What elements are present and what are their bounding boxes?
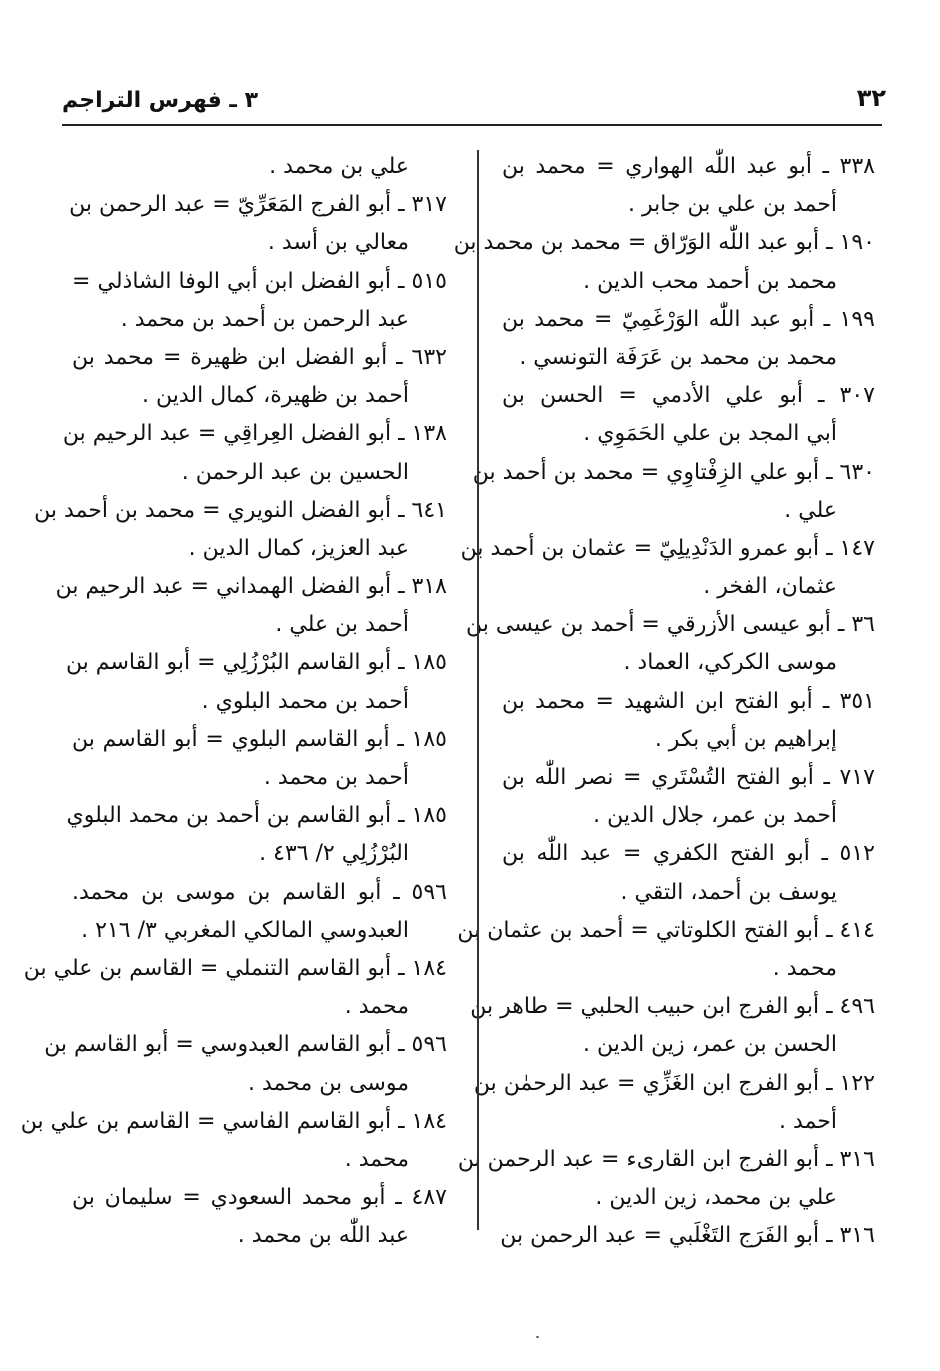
index-entry-line: ٣٣٨ ـ أبو عبد اللّٰه الهواري = محمد بن: [502, 154, 875, 179]
index-entry-continuation: محمد بن محمد بن عَرَفَة التونسي .: [519, 344, 837, 370]
index-entry-line: ١٤٧ ـ أبو عمرو الدَنْدِيلِيّ = عثمان بن أحمد بن: [460, 535, 875, 561]
index-entry-continuation: علي بن محمد، زين الدين .: [595, 1185, 837, 1211]
index-column-right: [453, 148, 875, 1255]
index-entry-continuation: الحسن بن عمر، زين الدين .: [582, 1032, 837, 1058]
index-entry-line: ٤٩٦ ـ أبو الفرج ابن حبيب الحلبي = طاهر بن: [470, 994, 875, 1020]
index-entry-line: ١٩٩ ـ أبو عبد اللّٰه الوَرْغَمِيّ = محمد بن: [502, 306, 875, 332]
index-entry-continuation: عبد اللّٰه بن محمد .: [237, 1223, 409, 1249]
section-title: ٣ ـ فهرس التراجم: [62, 88, 259, 113]
index-entry-line: ٥١٢ ـ أبو الفتح الكفري = عبد اللّٰه بن: [502, 841, 875, 867]
index-entry-continuation: أحمد بن علي .: [275, 612, 409, 638]
index-entry-line: ١٨٥ ـ أبو القاسم البُرْزُلِي = أبو القاسم بن: [65, 650, 447, 676]
index-entry-line: ٣١٧ ـ أبو الفرج المَعَرِّيّ = عبد الرحمن بن: [69, 192, 447, 218]
index-entry-line: ٥٩٦ ـ أبو القاسم بن موسى بن محمد.: [72, 879, 447, 905]
index-entry-continuation: يوسف بن أحمد، التقي .: [620, 879, 837, 905]
index-entry-line: ١٨٤ ـ أبو القاسم الفاسي = القاسم بن علي بن: [20, 1108, 447, 1134]
index-entry-line: ٤١٤ ـ أبو الفتح الكلوتاتي = أحمد بن عثمان بن: [457, 917, 875, 943]
column-divider: [477, 150, 479, 1230]
index-entry-line: ٥٩٦ ـ أبو القاسم العبدوسي = أبو القاسم بن: [44, 1032, 447, 1058]
index-entry-line: ٦٣٢ ـ أبو الفضل ابن ظهيرة = محمد بن: [72, 344, 447, 370]
index-entry-line: ١٨٥ ـ أبو القاسم بن أحمد بن محمد البلوي: [66, 803, 447, 829]
index-entry-continuation: علي بن محمد .: [269, 154, 409, 179]
index-entry-continuation: أحمد بن محمد البلوي .: [201, 688, 409, 714]
index-entry-continuation: إبراهيم بن أبي بكر .: [654, 726, 837, 752]
page-number: ٣٢: [856, 84, 886, 112]
index-entry-line: ٤٨٧ ـ أبو محمد السعودي = سليمان بن: [72, 1185, 447, 1211]
index-entry-continuation: محمد .: [344, 1146, 409, 1172]
index-entry-line: ٣٦ ـ أبو عيسى الأزرقي = أحمد بن عيسى بن: [466, 612, 875, 638]
index-entry-continuation: عبد الرحمن بن أحمد بن محمد .: [120, 306, 409, 332]
index-entry-continuation: محمد .: [344, 994, 409, 1020]
index-entry-line: ١٨٥ ـ أبو القاسم البلوي = أبو القاسم بن: [72, 726, 447, 752]
index-column-left: [20, 148, 447, 1255]
index-entry-continuation: أحمد بن محمد .: [263, 765, 409, 790]
index-entry-continuation: عثمان، الفخر .: [703, 574, 837, 600]
index-entry-line: ١٨٤ ـ أبو القاسم التنملي = القاسم بن علي بن: [23, 955, 447, 981]
index-entry-line: ٦٣٠ ـ أبو علي الزِفْتاوِي = محمد بن أحمد بن: [472, 459, 875, 485]
index-entry-line: ٧١٧ ـ أبو الفتح التُسْتَري = نصر اللّٰه بن: [502, 765, 875, 790]
index-entry-continuation: أحمد بن عمر، جلال الدين .: [593, 803, 837, 829]
index-entry-line: ٥١٥ ـ أبو الفضل ابن أبي الوفا الشاذلي =: [72, 268, 447, 294]
index-entry-continuation: موسى بن محمد .: [247, 1070, 409, 1096]
scan-speck: [536, 1336, 539, 1338]
index-entry-continuation: علي .: [784, 497, 837, 523]
index-entry-line: ٣١٦ ـ أبو الفرج ابن القارىء = عبد الرحمن بن: [457, 1146, 875, 1172]
index-entry-continuation: العبدوسي المالكي المغربي ٣/ ٢١٦ .: [81, 917, 409, 943]
index-entry-continuation: أحمد بن ظهيرة، كمال الدين .: [142, 383, 409, 409]
index-entry-continuation: أبي المجد بن علي الحَمَوِي .: [583, 421, 837, 447]
index-entry-continuation: محمد .: [772, 955, 837, 981]
index-entry-line: ٣٥١ ـ أبو الفتح ابن الشهيد = محمد بن: [502, 688, 875, 714]
index-entry-line: ٦٤١ ـ أبو الفضل النويري = محمد بن أحمد بن: [34, 497, 447, 523]
index-entry-continuation: موسى الكركي، العماد .: [623, 650, 837, 676]
index-entry-continuation: الحسين بن عبد الرحمن .: [181, 459, 409, 485]
index-entry-continuation: أحمد .: [779, 1108, 837, 1134]
index-entry-continuation: محمد بن أحمد محب الدين .: [583, 268, 837, 294]
index-entry-continuation: أحمد بن علي بن جابر .: [628, 192, 837, 218]
header-rule: [62, 124, 882, 126]
index-entry-line: ٣٠٧ ـ أبو علي الأدمي = الحسن بن: [502, 383, 875, 409]
index-entry-line: ١٩٠ ـ أبو عبد اللّٰه الوَرّاق = محمد بن محمد بن: [453, 230, 875, 256]
index-entry-line: ١٣٨ ـ أبو الفضل العِراقِي = عبد الرحيم بن: [62, 421, 447, 447]
index-entry-line: ٣١٦ ـ أبو الفَرَج التَغْلَبي = عبد الرحمن بن: [500, 1223, 875, 1249]
index-entry-continuation: البُرْزُلِي ٢/ ٤٣٦ .: [259, 841, 409, 867]
index-entry-continuation: معالي بن أسد .: [267, 230, 409, 256]
index-entry-continuation: عبد العزيز، كمال الدين .: [188, 535, 409, 561]
index-entry-line: ٣١٨ ـ أبو الفضل الهمداني = عبد الرحيم بن: [55, 574, 447, 600]
index-entry-line: ١٢٢ ـ أبو الفرج ابن الغَزِّي = عبد الرحمٰن بن: [473, 1070, 875, 1096]
